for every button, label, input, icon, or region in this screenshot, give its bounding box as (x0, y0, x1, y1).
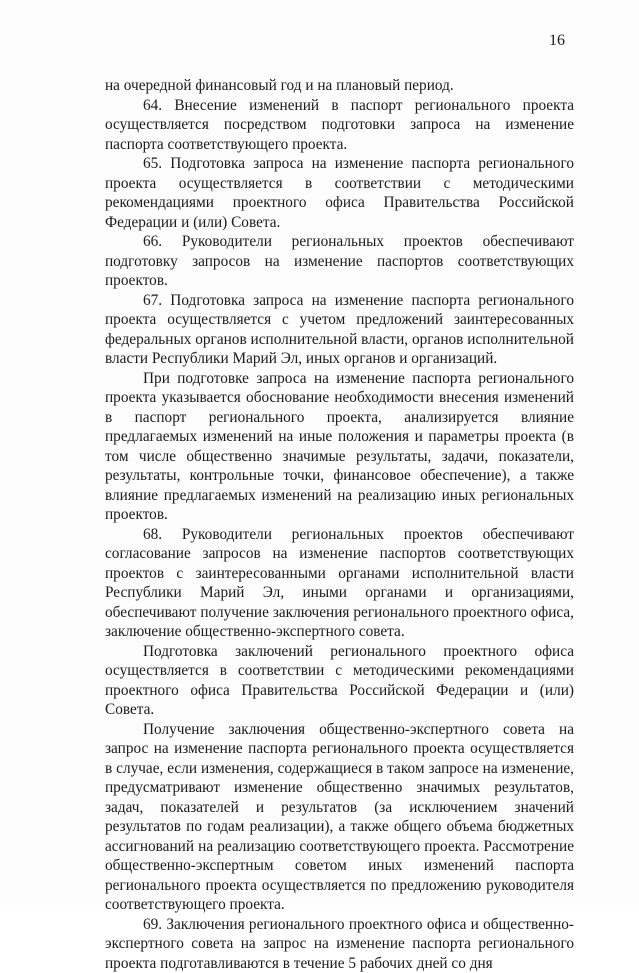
document-body (105, 76, 574, 973)
paragraph-69: 69. Заключения регионального проектного офиса и общественно-экспертного совета на запрос на изменение паспорта регионального проекта подготавливаются в течение 5 рабочих дней со дня (105, 915, 574, 973)
paragraph-68-expert-council: Получение заключения общественно-экспертного совета на запрос на изменение паспорта регионального проекта осуществляется в случае, если изменения, содержащиеся в таком запросе на изменение, предусматривают изменение общественно значимых результатов, задач, показателей и результатов (за исключением значений результатов по годам реализации), а также общего объема бюджетных ассигнований на реализацию соответствующего проекта. Рассмотрение общественно-экспертным советом иных изменений паспорта регионального проекта осуществляется по предложению руководителя соответствующего проекта. (105, 720, 574, 915)
paragraph-68: 68. Руководители региональных проектов обеспечивают согласование запросов на изменение паспортов соответствующих проектов с заинтересованными органами исполнительной власти Республики Марий Эл, иными органами и организациями, обеспечивают получение заключения регионального проектного офиса, заключение общественно-экспертного совета. (105, 525, 574, 642)
paragraph-continuation: на очередной финансовый год и на плановый период. (105, 76, 574, 96)
page-number: 16 (549, 32, 565, 50)
paragraph-67-request-details: При подготовке запроса на изменение паспорта регионального проекта указывается обоснование необходимости внесения изменений в паспорт регионального проекта, анализируется влияние предлагаемых изменений на иные положения и параметры проекта (в том числе общественно значимые результаты, задачи, показатели, результаты, контрольные точки, финансовое обеспечение), а также влияние предлагаемых изменений на реализацию иных региональных проектов. (105, 369, 574, 525)
paragraph-66: 66. Руководители региональных проектов обеспечивают подготовку запросов на изменение паспортов соответствующих проектов. (105, 232, 574, 291)
paragraph-65: 65. Подготовка запроса на изменение паспорта регионального проекта осуществляется в соответствии с методическими рекомендациями проектного офиса Правительства Российской Федерации и (или) Совета. (105, 154, 574, 232)
paragraph-67: 67. Подготовка запроса на изменение паспорта регионального проекта осуществляется с учетом предложений заинтересованных федеральных органов исполнительной власти, органов исполнительной власти Республики Марий Эл, иных органов и организаций. (105, 291, 574, 369)
paragraph-64: 64. Внесение изменений в паспорт регионального проекта осуществляется посредством подготовки запроса на изменение паспорта соответствующего проекта. (105, 96, 574, 155)
paragraph-68-conclusions: Подготовка заключений регионального проектного офиса осуществляется в соответствии с методическими рекомендациями проектного офиса Правительства Российской Федерации и (или) Совета. (105, 642, 574, 720)
